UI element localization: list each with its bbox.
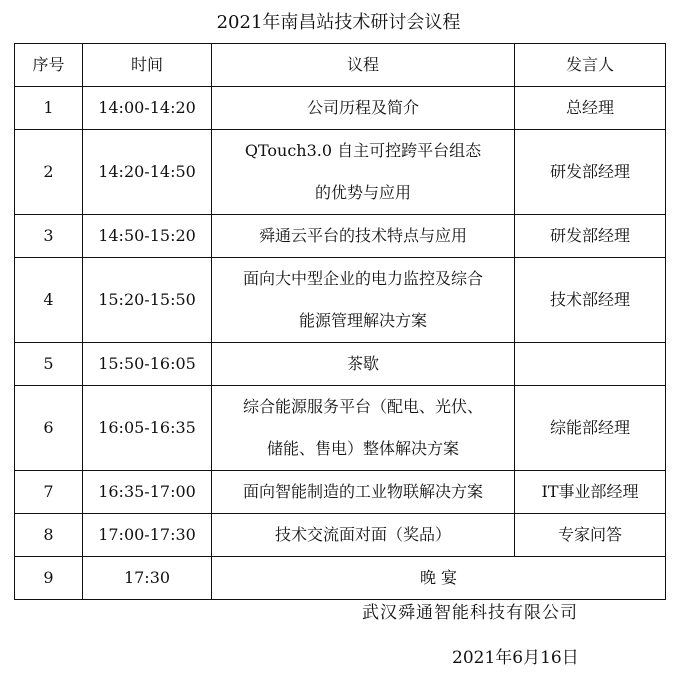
agenda-line: 舜通云平台的技术特点与应用 [258,226,467,245]
document-title: 2021年南昌站技术研讨会议程 [216,12,461,33]
table-header-row [15,44,666,87]
row-number: 7 [15,471,83,514]
row-agenda [212,557,666,600]
row-number: 9 [15,557,83,600]
row-agenda [212,343,515,386]
row-number: 1 [15,87,83,130]
agenda-line: 晚 宴 [419,568,458,587]
header-speaker: 发言人 [515,44,666,87]
row-speaker: 专家问答 [515,514,666,557]
agenda-table [14,43,666,600]
row-agenda [212,258,515,343]
agenda-line: 综合能源服务平台（配电、光伏、 [242,397,483,416]
row-agenda [212,215,515,258]
row-number: 5 [15,343,83,386]
agenda-line: 公司历程及简介 [306,98,419,117]
row-time: 16:05-16:35 [83,386,212,471]
agenda-line: 面向大中型企业的电力监控及综合 [242,269,483,288]
row-agenda [212,130,515,215]
row-time: 15:20-15:50 [83,258,212,343]
row-time: 14:50-15:20 [83,215,212,258]
row-number: 6 [15,386,83,471]
row-time: 17:00-17:30 [83,514,212,557]
company-name: 武汉舜通智能科技有限公司 [362,603,578,623]
agenda-line: 茶歇 [346,354,379,373]
row-speaker [515,343,666,386]
agenda-line: QTouch3.0 自主可控跨平台组态 [244,141,482,160]
table-row [15,87,666,130]
agenda-line: 的优势与应用 [314,183,411,202]
agenda-line: 技术交流面对面（奖品） [274,525,451,544]
row-time: 17:30 [83,557,212,600]
row-speaker: 总经理 [515,87,666,130]
agenda-line: 面向智能制造的工业物联解决方案 [242,482,483,501]
row-speaker: 研发部经理 [515,215,666,258]
table-row [15,471,666,514]
header-time: 时间 [83,44,212,87]
table-row [15,130,666,215]
row-speaker: 综能部经理 [515,386,666,471]
table-row [15,557,666,600]
document-date: 2021年6月16日 [452,648,579,668]
agenda-line: 储能、售电）整体解决方案 [266,439,459,458]
row-number: 8 [15,514,83,557]
row-number: 4 [15,258,83,343]
table-row [15,514,666,557]
row-time: 16:35-17:00 [83,471,212,514]
row-number: 3 [15,215,83,258]
row-speaker: 研发部经理 [515,130,666,215]
table-row [15,386,666,471]
row-agenda [212,87,515,130]
row-agenda [212,514,515,557]
agenda-line: 能源管理解决方案 [298,311,427,330]
table-row [15,215,666,258]
row-number: 2 [15,130,83,215]
header-agenda: 议程 [212,44,515,87]
table-row [15,258,666,343]
row-speaker: IT事业部经理 [515,471,666,514]
header-no: 序号 [15,44,83,87]
table-row [15,343,666,386]
row-time: 14:20-14:50 [83,130,212,215]
row-agenda [212,471,515,514]
row-speaker: 技术部经理 [515,258,666,343]
row-time: 15:50-16:05 [83,343,212,386]
row-agenda [212,386,515,471]
row-time: 14:00-14:20 [83,87,212,130]
